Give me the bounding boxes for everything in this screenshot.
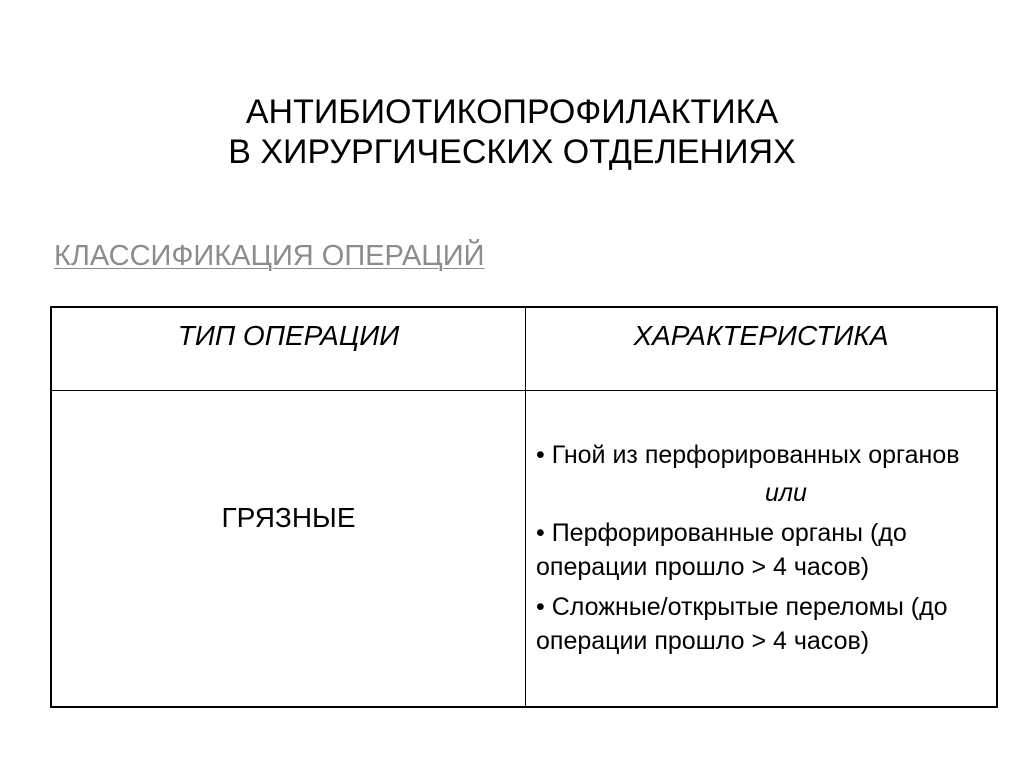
header-operation-type: ТИП ОПЕРАЦИИ — [177, 320, 400, 351]
slide-title-line-1: АНТИБИОТИКОПРОФИЛАКТИКА — [245, 93, 779, 131]
header-characteristic: ХАРАКТЕРИСТИКА — [633, 320, 889, 351]
bullet-pus-perforated-organs: • Гной из перфорированных органов — [536, 441, 960, 469]
classification-table — [50, 306, 998, 708]
table-column-divider — [525, 308, 526, 706]
classification-link[interactable]: КЛАССИФИКАЦИЯ ОПЕРАЦИЙ — [54, 240, 485, 272]
table-row-divider — [52, 390, 996, 391]
or-separator: или — [765, 479, 807, 507]
cell-operation-type: ГРЯЗНЫЕ — [221, 502, 356, 533]
bullet-perforated-organs-time: • Перфорированные органы (до операции прошло > 4 часов) — [536, 519, 907, 581]
bullet-complex-open-fractures: • Сложные/открытые переломы (до операции прошло > 4 часов) — [536, 593, 948, 655]
cell-characteristic — [536, 438, 986, 658]
slide-title — [0, 92, 1024, 172]
slide-title-line-2: В ХИРУРГИЧЕСКИХ ОТДЕЛЕНИЯХ — [228, 133, 796, 171]
